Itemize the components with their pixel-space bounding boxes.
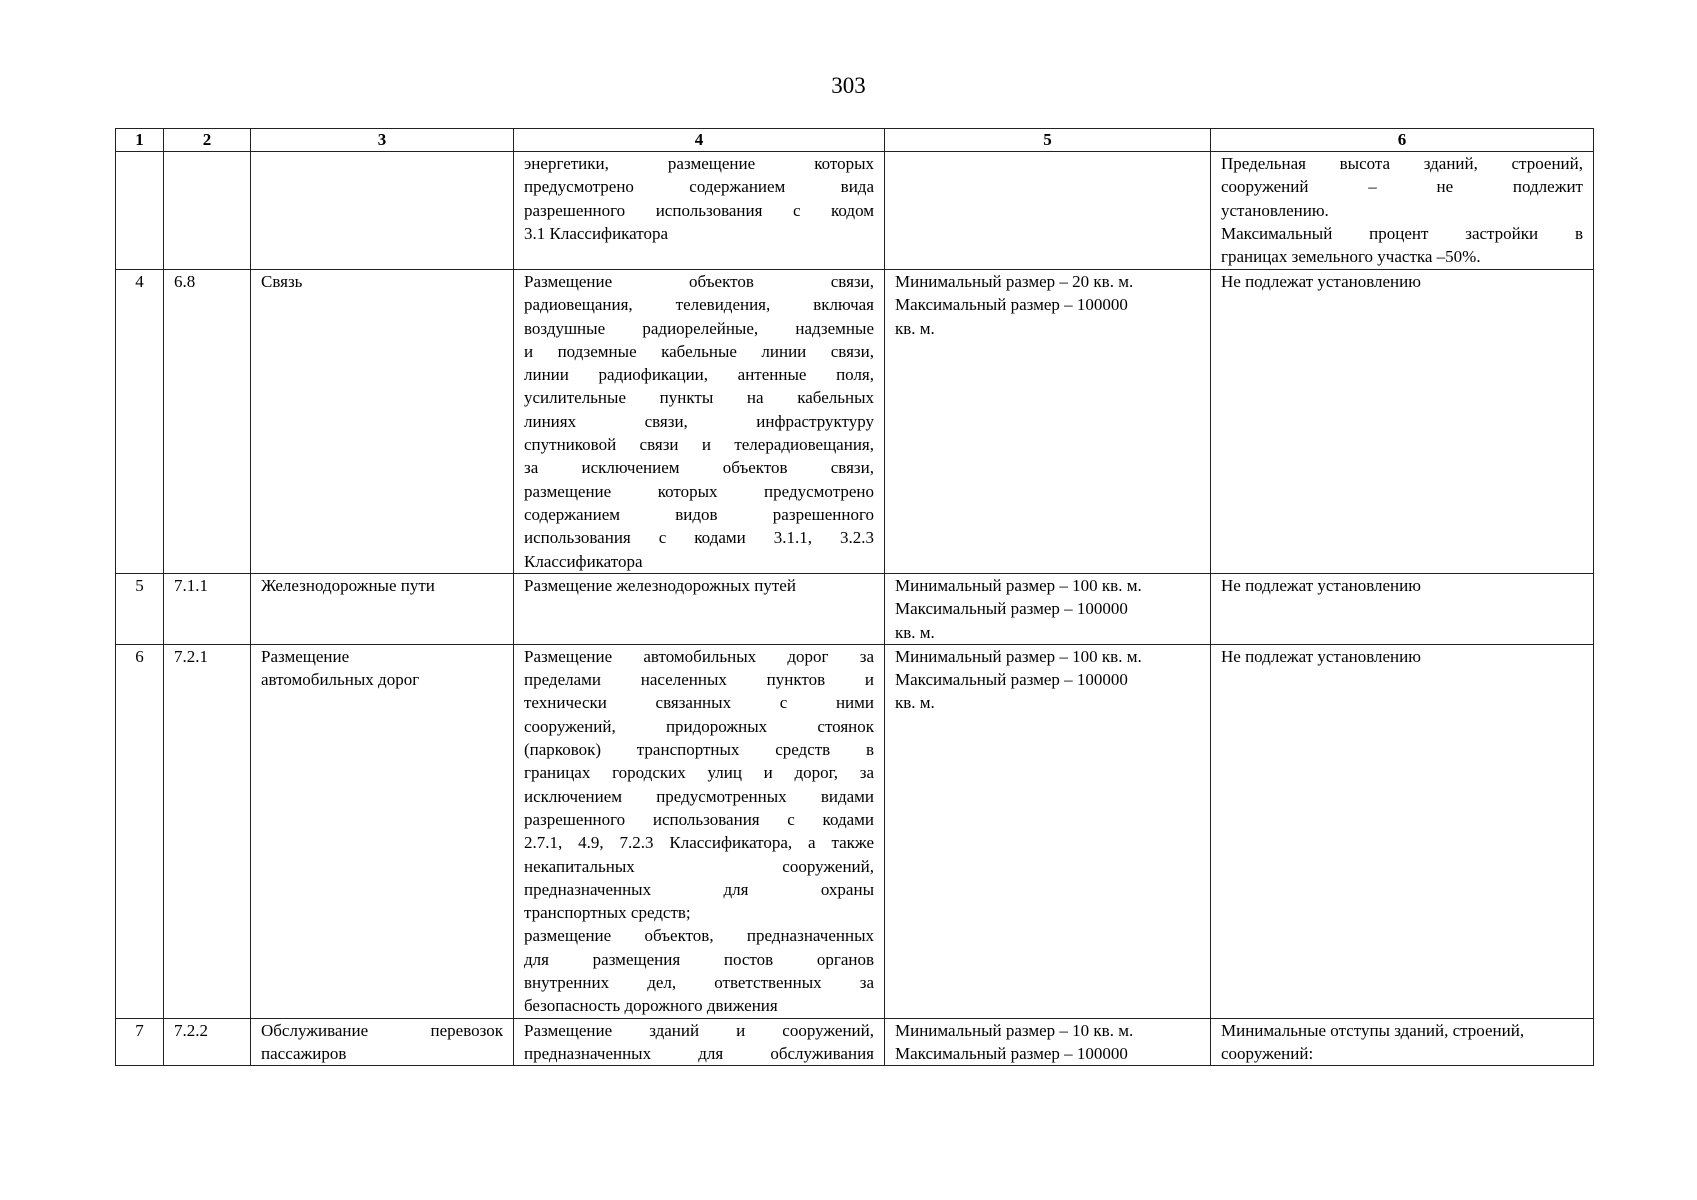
use-name-cell: Связь (251, 270, 514, 574)
limits-line: границах земельного участка –50%. (1221, 247, 1481, 267)
use-name-line: Обслуживание перевозок (261, 1020, 503, 1040)
column-header: 3 (251, 129, 514, 152)
row-number-cell (116, 152, 164, 270)
description-line: 3.1 Классификатора (524, 223, 669, 243)
use-name-cell (251, 1018, 514, 1066)
table-row (116, 1018, 1594, 1066)
description-line: линиях связи, инфраструктуру (524, 411, 874, 431)
row-number-cell: 6 (116, 644, 164, 1018)
table-row (116, 270, 1594, 574)
description-line: безопасность дорожного движения (524, 996, 778, 1016)
limits-line: Не подлежат установлению (1221, 646, 1421, 666)
description-line: разрешенного использования с кодами (524, 809, 874, 829)
limits-line: сооружений – не подлежит (1221, 177, 1583, 197)
limits-line: сооружений: (1221, 1043, 1314, 1063)
description-line: энергетики, размещение которых (524, 154, 874, 173)
code-cell: 7.2.2 (164, 1018, 251, 1066)
description-cell (514, 574, 885, 645)
description-line: некапитальных сооружений, (524, 856, 874, 876)
limits-line: Не подлежат установлению (1221, 272, 1421, 291)
limits-line: Предельная высота зданий, строений, (1221, 154, 1583, 173)
table-row (116, 152, 1594, 270)
description-cell (514, 270, 885, 574)
land-use-table (115, 128, 1594, 1066)
description-line: исключением предусмотренных видами (524, 786, 874, 806)
table-header-row (116, 129, 1594, 152)
description-line: содержанием видов разрешенного (524, 504, 874, 524)
description-line: усилительные пункты на кабельных (524, 388, 874, 408)
description-cell (514, 152, 885, 270)
limits-line: установлению. (1221, 200, 1329, 220)
description-line: технически связанных с ними (524, 693, 874, 713)
column-header: 5 (885, 129, 1211, 152)
description-line: (парковок) транспортных средств в (524, 740, 874, 760)
limits-cell (1211, 270, 1594, 574)
use-name-line: пассажиров (261, 1043, 347, 1063)
description-line: спутниковой связи и телерадиовещания, (524, 435, 874, 455)
plot-size-cell (885, 152, 1211, 270)
code-cell: 7.2.1 (164, 644, 251, 1018)
code-cell: 6.8 (164, 270, 251, 574)
description-line: разрешенного использования с кодом (524, 200, 874, 220)
description-line: Классификатора (524, 551, 643, 571)
description-line: Размещение зданий и сооружений, (524, 1020, 874, 1040)
description-line: радиовещания, телевидения, включая (524, 295, 874, 315)
description-line: предназначенных для охраны (524, 879, 874, 899)
table-row (116, 644, 1594, 1018)
limits-line: Не подлежат установлению (1221, 576, 1421, 595)
row-number-cell: 5 (116, 574, 164, 645)
plot-size-cell: Минимальный размер – 100 кв. м. Максимальный размер – 100000 кв. м. (885, 644, 1211, 1018)
plot-size-cell: Минимальный размер – 100 кв. м. Максимальный размер – 100000 кв. м. (885, 574, 1211, 645)
description-line: для размещения постов органов (524, 949, 874, 969)
use-name-cell: Железнодорожные пути (251, 574, 514, 645)
limits-cell (1211, 574, 1594, 645)
description-line: предусмотрено содержанием вида (524, 177, 874, 197)
use-name-cell: Размещение автомобильных дорог (251, 644, 514, 1018)
column-header: 4 (514, 129, 885, 152)
limits-cell (1211, 152, 1594, 270)
description-cell (514, 1018, 885, 1066)
description-line: предназначенных для обслуживания (524, 1043, 874, 1063)
description-line: Размещение автомобильных дорог за (524, 646, 874, 666)
description-line: внутренних дел, ответственных за (524, 973, 874, 993)
description-line: пределами населенных пунктов и (524, 670, 874, 690)
column-header: 1 (116, 129, 164, 152)
limits-line: Максимальный процент застройки в (1221, 223, 1583, 243)
table-row (116, 574, 1594, 645)
limits-line: Минимальные отступы зданий, строений, (1221, 1020, 1525, 1040)
column-header: 2 (164, 129, 251, 152)
plot-size-cell: Минимальный размер – 20 кв. м. Максимальный размер – 100000 кв. м. (885, 270, 1211, 574)
description-line: размещение объектов, предназначенных (524, 926, 874, 946)
description-line: сооружений, придорожных стоянок (524, 716, 874, 736)
limits-cell (1211, 1018, 1594, 1066)
description-line: транспортных средств; (524, 903, 691, 923)
description-line: границах городских улиц и дорог, за (524, 763, 874, 783)
use-name-cell (251, 152, 514, 270)
row-number-cell: 7 (116, 1018, 164, 1066)
description-line: воздушные радиорелейные, надземные (524, 318, 874, 338)
code-cell (164, 152, 251, 270)
description-line: и подземные кабельные линии связи, (524, 341, 874, 361)
description-line: 2.7.1, 4.9, 7.2.3 Классификатора, а также (524, 833, 874, 853)
description-line: размещение которых предусмотрено (524, 481, 874, 501)
page-number: 303 (831, 73, 866, 98)
limits-cell (1211, 644, 1594, 1018)
description-cell (514, 644, 885, 1018)
description-line: использования с кодами 3.1.1, 3.2.3 (524, 528, 874, 548)
plot-size-cell: Минимальный размер – 10 кв. м. Максимальный размер – 100000 (885, 1018, 1211, 1066)
column-header: 6 (1211, 129, 1594, 152)
description-line: за исключением объектов связи, (524, 458, 874, 478)
description-line: Размещение железнодорожных путей (524, 576, 796, 595)
description-line: линии радиофикации, антенные поля, (524, 365, 874, 385)
row-number-cell: 4 (116, 270, 164, 574)
description-line: Размещение объектов связи, (524, 272, 874, 291)
code-cell: 7.1.1 (164, 574, 251, 645)
